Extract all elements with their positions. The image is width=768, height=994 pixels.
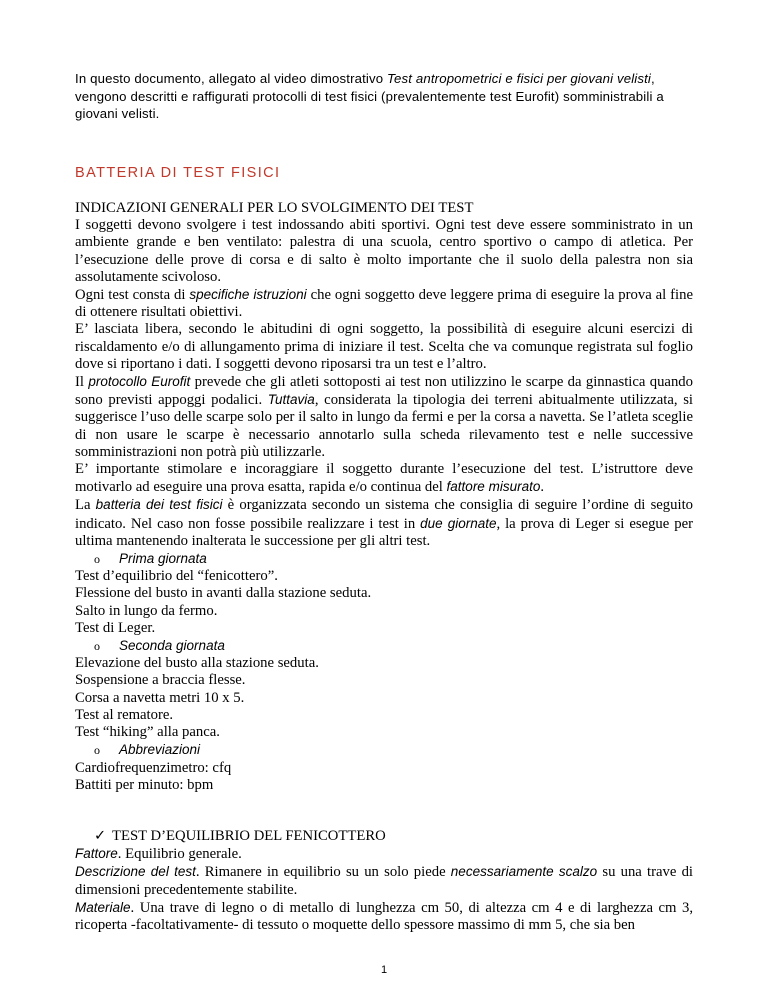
emphasis-run: batteria dei test fisici xyxy=(95,497,223,513)
list-item: Test “hiking” alla panca. xyxy=(75,724,220,741)
emphasis-run: necessariamente scalzo xyxy=(450,864,598,880)
test1-material xyxy=(75,899,693,934)
list-item: Battiti per minuto: bpm xyxy=(75,776,214,793)
text-run: . Equilibrio generale. xyxy=(117,846,242,863)
emphasis-run: due giornate xyxy=(420,515,497,531)
text-run: E’ importante stimolare e incoraggiare il soggetto durante l’esecuzione del test. L’istruttore deve motivarlo ad eseguire una prova esatta, rapida e/o continua del xyxy=(75,461,693,496)
checkmark-icon: ✓ xyxy=(94,827,107,844)
day2-label: Seconda giornata xyxy=(119,638,225,654)
abbr-label: Abbreviazioni xyxy=(119,742,201,758)
list-item: Sospensione a braccia flesse. xyxy=(75,672,246,689)
text-run: , considerata la tipologia dei terreni abitualmente utilizzata, si suggerisce l’uso delle scarpe solo per il salto in lungo da fermi e per la corsa a navetta. Se l’atleta sceglie di non usare le scarpe è necessario annotarlo sulla scheda rilevamento test e nelle successive somministrazioni non potrà più utilizzarle. xyxy=(75,392,693,460)
emphasis-run: protocollo Eurofit xyxy=(88,374,191,390)
list-item: Test d’equilibrio del “fenicottero”. xyxy=(75,568,278,585)
day1-label: Prima giornata xyxy=(119,551,207,567)
list-item: Flessione del busto in avanti dalla stazione seduta. xyxy=(75,585,372,602)
text-run: che ogni soggetto deve leggere prima di eseguire la prova al fine di ottenere risultati obiettivi. xyxy=(75,287,693,321)
day1-heading xyxy=(75,550,693,568)
general-paragraph-1: I soggetti devono svolgere i test indossando abiti sportivi. Ogni test deve essere somministrato in un ambiente grande e ben ventilato: palestra di una scuola, centro sportivo o campo di atletica. Per l’esecuzione delle prove di corsa e di salto è molto importante che il suolo della palestra non sia assolutamente scivoloso. xyxy=(75,217,693,285)
emphasis-run: specifiche istruzioni xyxy=(189,287,307,303)
test1-factor xyxy=(75,845,693,863)
document-body xyxy=(75,200,693,934)
test1-description xyxy=(75,863,693,898)
text-run: è organizzata secondo un sistema che consiglia di seguire l’ordine di seguito indicato. Nel caso non fosse possibile realizzare i test in xyxy=(75,497,693,532)
text-run: . Rimanere in equilibrio su un solo piede xyxy=(195,864,451,881)
text-run: Il xyxy=(75,374,89,391)
text-run: Ogni test consta di xyxy=(75,287,190,304)
list-item: Corsa a navetta metri 10 x 5. xyxy=(75,689,245,706)
emphasis-run: Tuttavia xyxy=(267,392,315,408)
general-heading: INDICAZIONI GENERALI PER LO SVOLGIMENTO DEI TEST xyxy=(75,200,474,216)
text-run: prevede che gli atleti sottoposti ai test non utilizzino le scarpe da ginnastica quando sono previsti appoggi podalici. xyxy=(75,374,693,409)
section-title: BATTERIA DI TEST FISICI xyxy=(75,165,281,181)
intro-paragraph xyxy=(75,70,693,123)
field-label: Descrizione del test xyxy=(75,864,196,880)
day2-heading xyxy=(75,637,693,655)
field-label: Fattore xyxy=(75,846,118,862)
bullet-icon: o xyxy=(94,552,100,567)
list-item: Salto in lungo da fermo. xyxy=(75,602,218,619)
general-paragraph-5 xyxy=(75,461,693,496)
list-item: Cardiofrequenzimetro: cfq xyxy=(75,759,232,776)
general-paragraph-4 xyxy=(75,373,693,461)
bullet-icon: o xyxy=(94,639,100,654)
list-item: Test di Leger. xyxy=(75,619,156,636)
general-paragraph-3: E’ lasciata libera, secondo le abitudini di ogni soggetto, la possibilità di eseguire alcuni esercizi di riscaldamento e/o di allungamento prima di iniziare il test. Scelta che va comunque registrata sul foglio dove si riportano i dati. I soggetti devono riposarsi tra un test e l’altro. xyxy=(75,321,693,372)
general-paragraph-2 xyxy=(75,286,693,321)
list-item: Test al rematore. xyxy=(75,706,174,723)
bullet-icon: o xyxy=(94,743,100,758)
text-run: , la prova di Leger si esegue per ultima mantenendo inalterata le successione per gli altri test. xyxy=(75,515,693,549)
abbr-heading xyxy=(75,741,693,759)
test1-title: TEST D’EQUILIBRIO DEL FENICOTTERO xyxy=(112,827,386,844)
emphasis-run: fattore misurato xyxy=(446,479,541,495)
general-paragraph-6 xyxy=(75,496,693,550)
text-run: su una trave di dimensioni precedentemente stabilite. xyxy=(75,864,693,898)
text-run: . xyxy=(540,479,545,496)
intro-video-title: Test antropometrici e fisici per giovani velisti xyxy=(387,71,652,86)
intro-text-1: In questo documento, allegato al video dimostrativo xyxy=(75,71,388,86)
test1-heading xyxy=(75,828,693,845)
intro-text-2: , vengono descritti e raffigurati protocolli di test fisici (prevalentemente test Eurofit) somministrabili a giovani velisti. xyxy=(75,71,664,121)
page-number: 1 xyxy=(380,964,388,976)
field-label: Materiale xyxy=(75,899,131,915)
text-run: . Una trave di legno o di metallo di lunghezza cm 50, di altezza cm 4 e di larghezza cm 3, ricoperta -facoltativamente- di tessuto o moquette dello spessore massimo di mm 5, che sia ben xyxy=(75,899,693,933)
text-run: La xyxy=(75,497,96,514)
list-item: Elevazione del busto alla stazione seduta. xyxy=(75,655,319,672)
